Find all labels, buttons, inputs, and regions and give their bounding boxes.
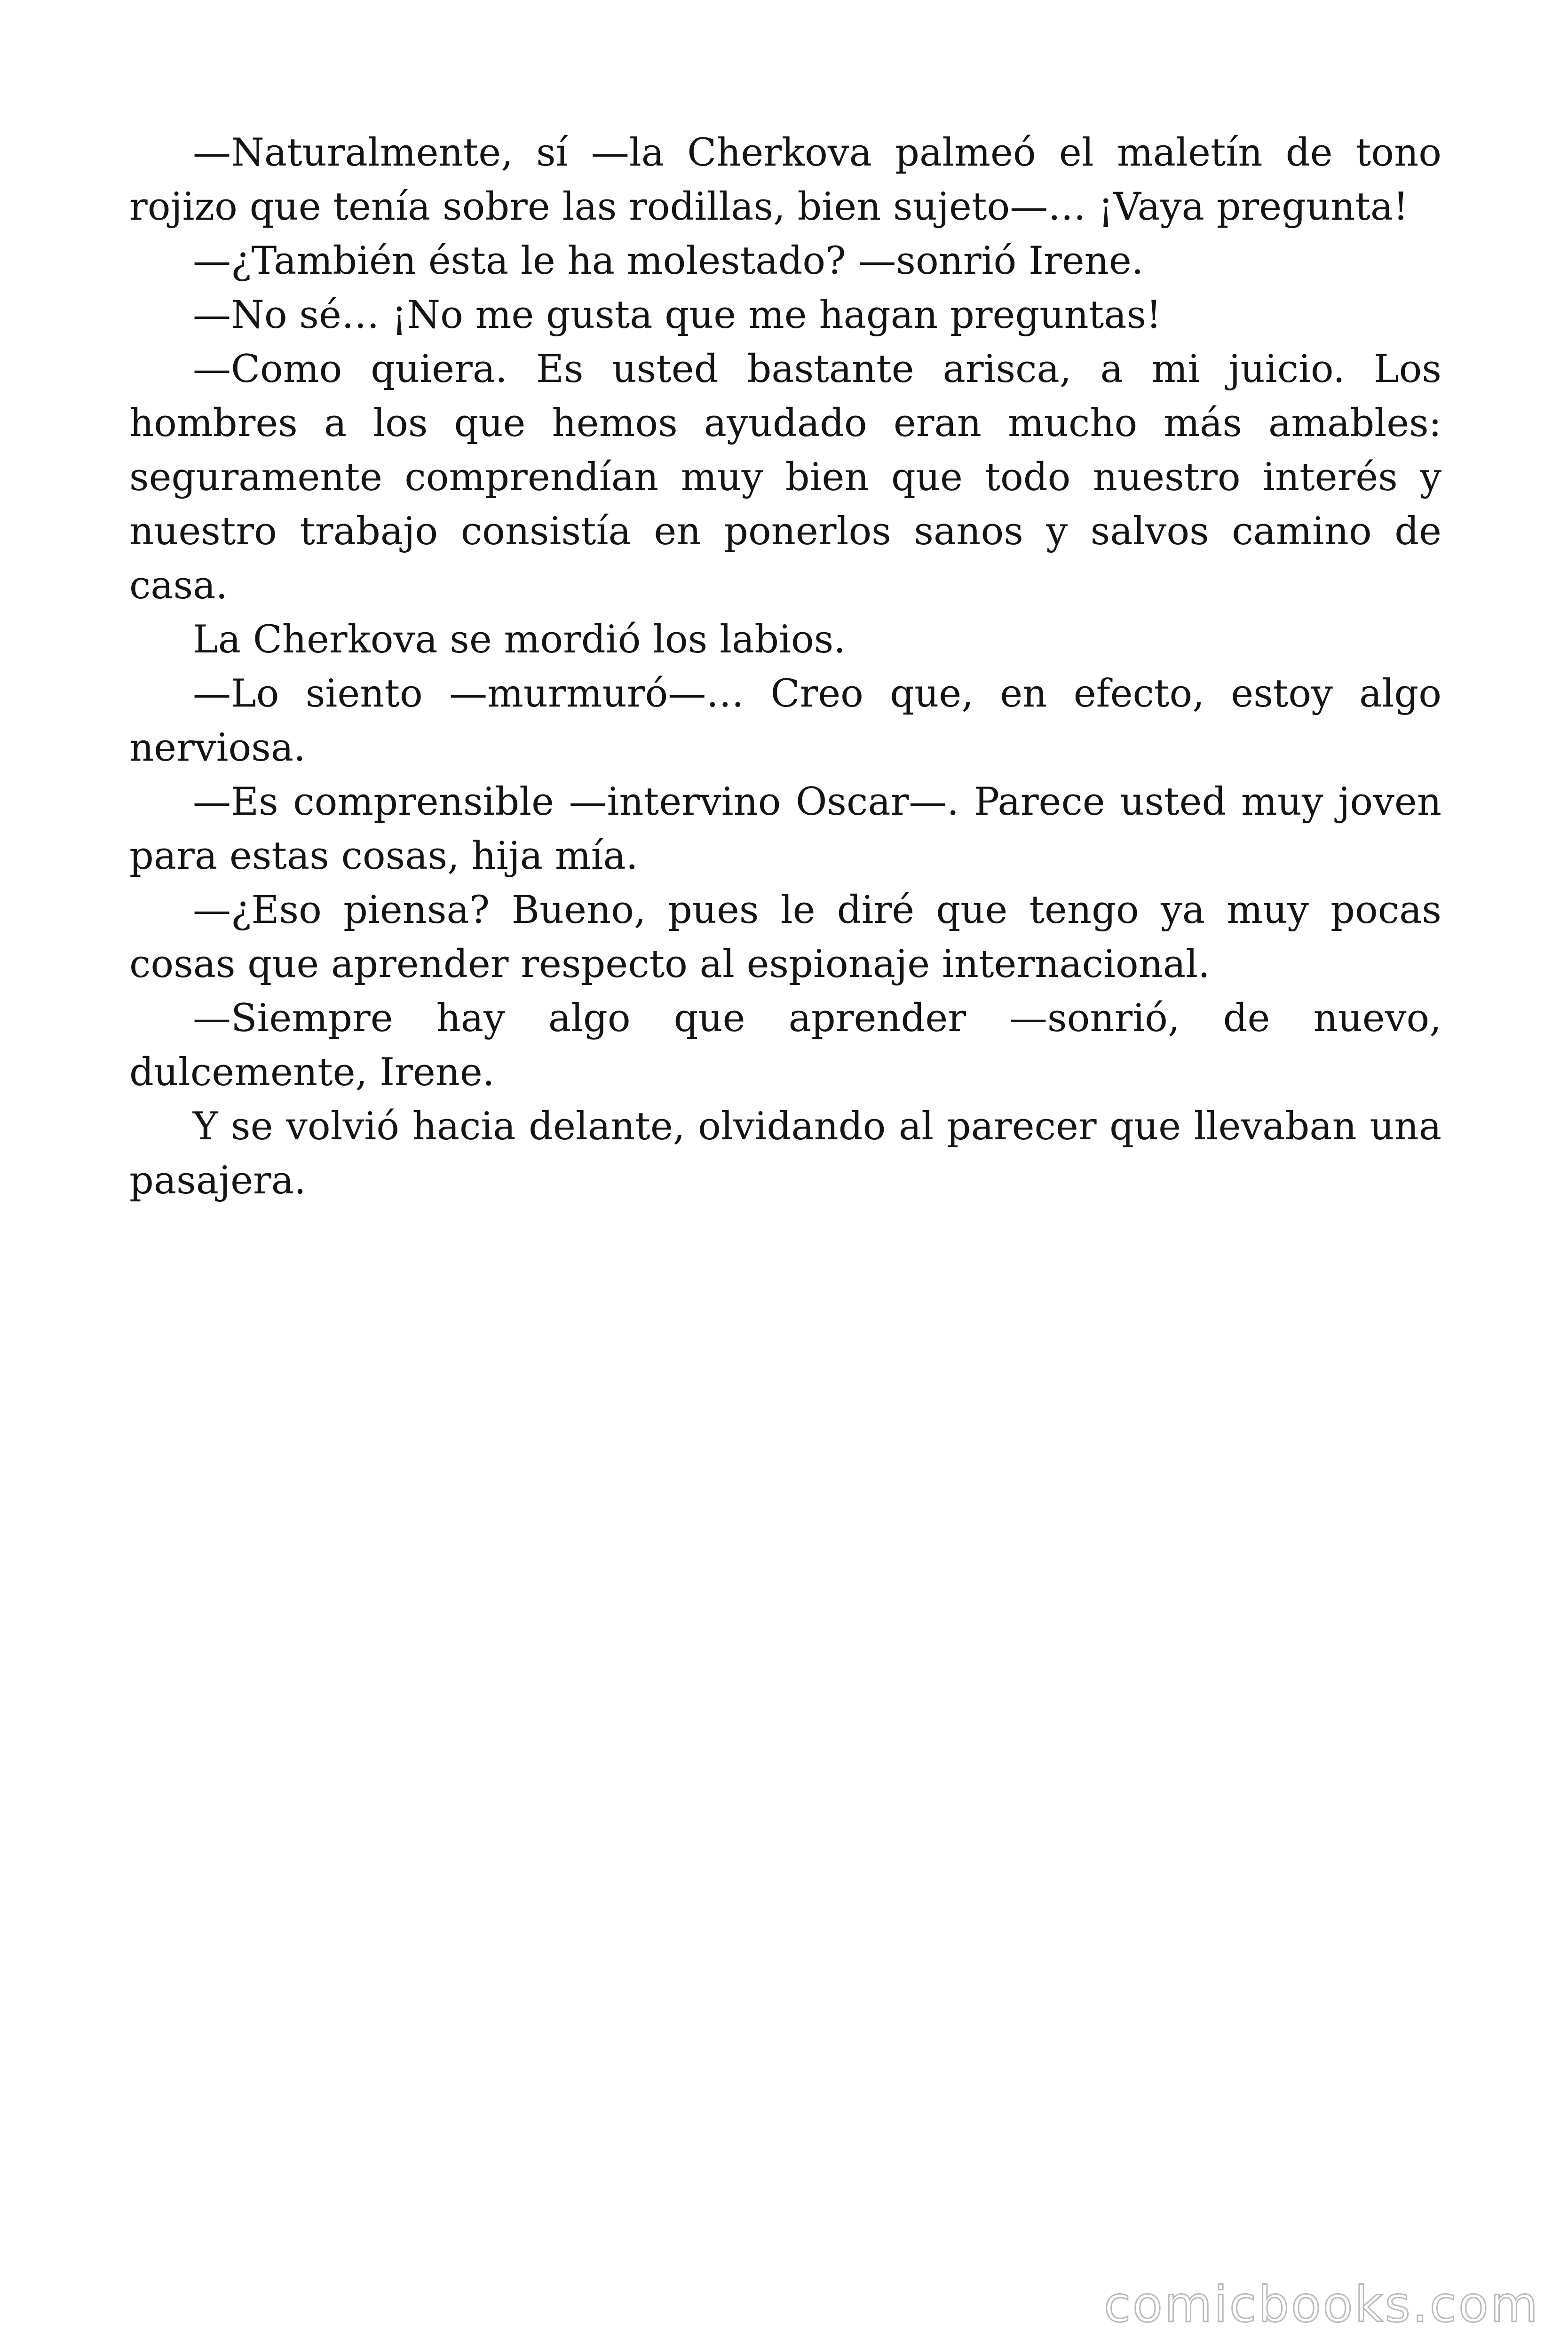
paragraph: —¿Eso piensa? Bueno, pues le diré que tengo ya muy pocas cosas que aprender respecto al espionaje internacional. bbox=[129, 888, 1441, 986]
paragraph: —Lo siento —murmuró—… Creo que, en efecto, estoy algo nerviosa. bbox=[129, 672, 1441, 770]
paragraph: La Cherkova se mordió los labios. bbox=[193, 618, 846, 662]
paragraph: —¿También ésta le ha molestado? —sonrió Irene. bbox=[193, 239, 1144, 283]
paragraph: Y se volvió hacia delante, olvidando al parecer que llevaban una pasajera. bbox=[129, 1104, 1441, 1203]
paragraph: —Es comprensible —intervino Oscar—. Parece usted muy joven para estas cosas, hija mía. bbox=[129, 780, 1441, 878]
paragraph: —Naturalmente, sí —la Cherkova palmeó el maletín de tono rojizo que tenía sobre las rodillas, bien sujeto—… ¡Vaya pregunta! bbox=[129, 131, 1441, 229]
paragraph: —Siempre hay algo que aprender —sonrió, de nuevo, dulcemente, Irene. bbox=[129, 996, 1441, 1095]
paragraph: —Como quiera. Es usted bastante arisca, a mi juicio. Los hombres a los que hemos ayudado eran mucho más amables: seguramente comprendían muy bien que todo nuestro interés y nuestro trabajo consistía en ponerlos sanos y salvos camino de casa. bbox=[129, 347, 1441, 608]
body-text bbox=[129, 126, 1441, 1208]
watermark: comicbooks.com bbox=[1103, 2276, 1540, 2333]
paragraph: —No sé… ¡No me gusta que me hagan preguntas! bbox=[193, 293, 1162, 337]
